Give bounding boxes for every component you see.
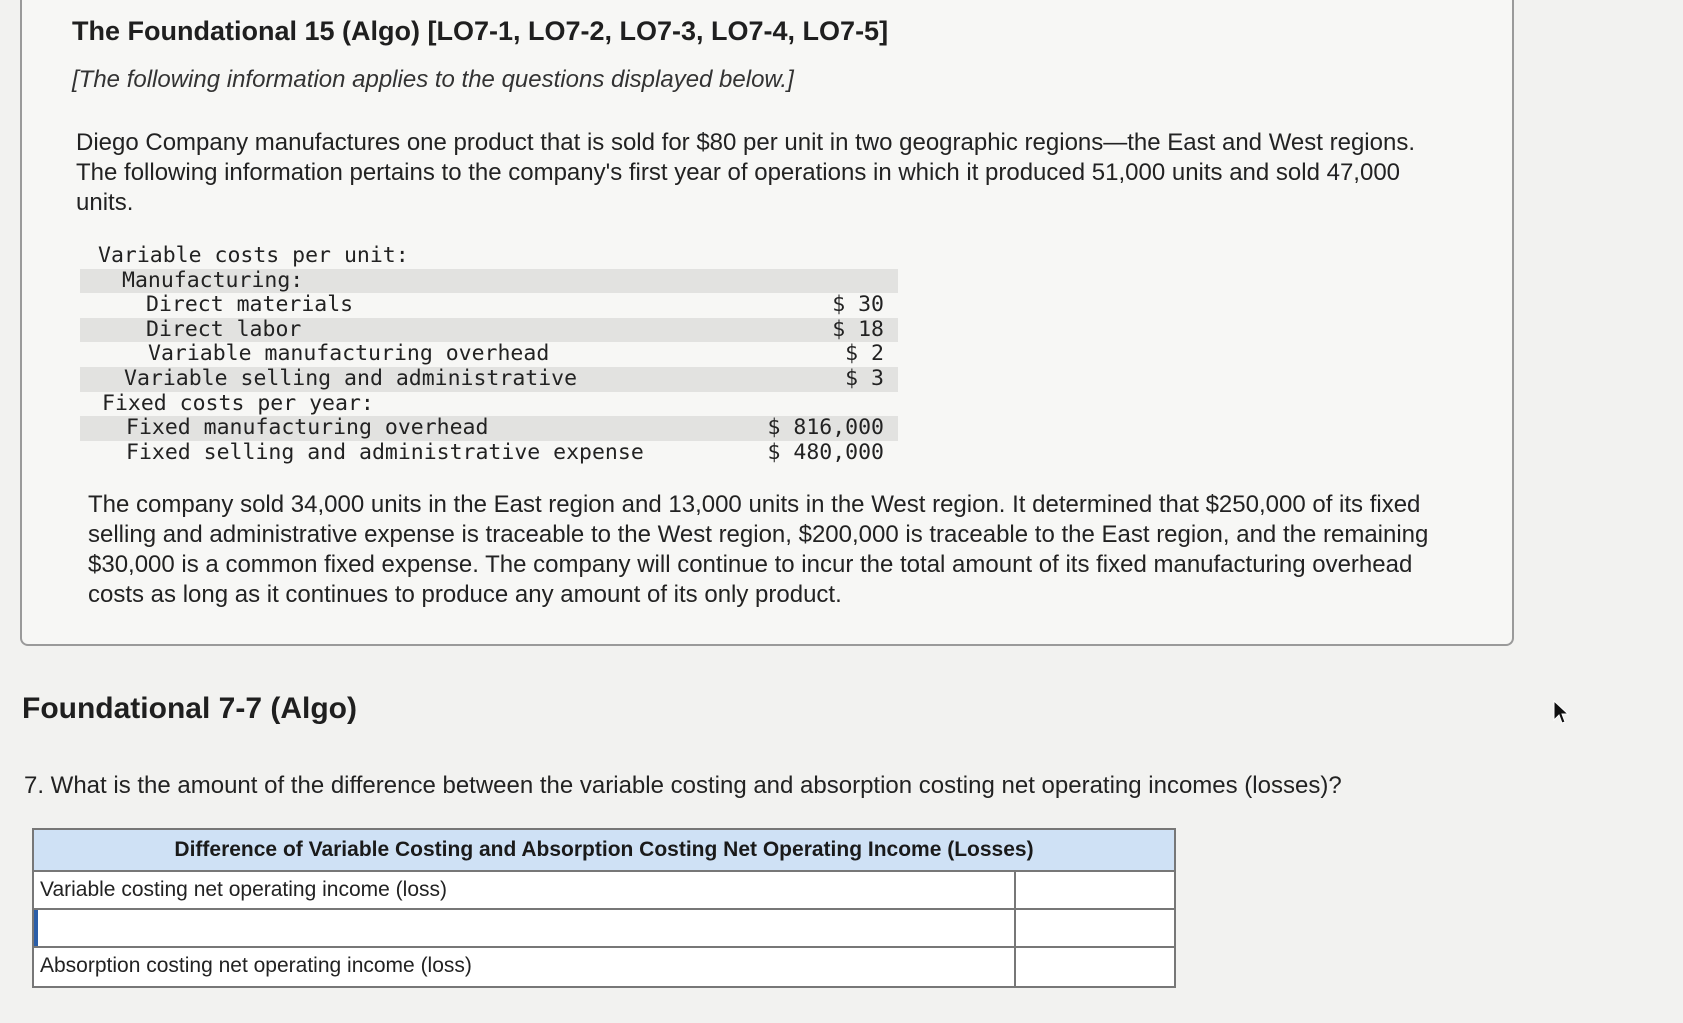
answer-row-difference — [34, 910, 1174, 948]
page-title: The Foundational 15 (Algo) [LO7-1, LO7-2, LO7-3, LO7-4, LO7-5] — [72, 16, 889, 46]
cost-row-fixed-overhead — [80, 416, 898, 441]
cost-row-fixed-sga — [80, 441, 898, 466]
question-text: 7. What is the amount of the difference between the variable costing and absorption costing net operating incomes (losses)? — [24, 772, 1342, 799]
scenario-paragraph: The company sold 34,000 units in the East region and 13,000 units in the West region. It determined that $250,000 of its fixed selling and administrative expense is traceable to the West region, $200,000 is traceable to the East region, and the remaining $30,000 is a common fixed expense. The company will continue to incur the total amount of its fixed manufacturing overhead costs as long as it continues to produce any amount of its only product. — [88, 491, 1429, 608]
absorption-costing-label: Absorption costing net operating income (loss) — [40, 954, 472, 977]
direct-materials-value: $ 30 — [832, 292, 884, 318]
manufacturing-heading: Manufacturing: — [122, 267, 304, 293]
variable-costs-heading: Variable costs per unit: — [98, 243, 409, 268]
question-heading: Foundational 7-7 (Algo) — [22, 692, 357, 725]
cost-row-direct-materials — [80, 293, 898, 318]
variable-overhead-value: $ 2 — [845, 341, 884, 367]
variable-overhead-label: Variable manufacturing overhead — [148, 341, 550, 367]
intro-paragraph: Diego Company manufactures one product that is sold for $80 per unit in two geographic regions—the East and West regions. The following information pertains to the company's first year of operations in which it produced 51,000 units and sold 47,000 units. — [76, 129, 1415, 216]
direct-materials-label: Direct materials — [146, 292, 354, 318]
answer-row-variable — [34, 872, 1174, 910]
variable-sga-label: Variable selling and administrative — [124, 365, 578, 391]
cost-table — [80, 244, 898, 465]
fixed-overhead-value: $ 816,000 — [767, 415, 884, 441]
cost-row-variable-overhead — [80, 342, 898, 367]
difference-amount-input[interactable] — [1014, 910, 1174, 946]
absorption-costing-amount-input[interactable] — [1014, 948, 1174, 986]
answer-table — [32, 828, 1176, 988]
cost-row-manufacturing-heading — [80, 269, 898, 294]
mouse-pointer-icon — [1552, 700, 1570, 726]
fixed-sga-label: Fixed selling and administrative expense — [126, 439, 644, 465]
cost-row-variable-heading — [80, 244, 898, 269]
answer-row-absorption — [34, 948, 1174, 986]
info-subtitle: [The following information applies to the questions displayed below.] — [72, 66, 794, 93]
fixed-costs-heading: Fixed costs per year: — [102, 390, 374, 416]
cost-row-direct-labor — [80, 318, 898, 343]
direct-labor-value: $ 18 — [832, 316, 884, 342]
fixed-overhead-label: Fixed manufacturing overhead — [126, 415, 489, 441]
answer-table-header: Difference of Variable Costing and Absorption Costing Net Operating Income (Losses) — [34, 830, 1174, 872]
cost-row-fixed-heading — [80, 392, 898, 417]
direct-labor-label: Direct labor — [146, 316, 302, 342]
variable-sga-value: $ 3 — [845, 365, 884, 391]
cost-row-variable-sga — [80, 367, 898, 392]
difference-label-input[interactable] — [34, 910, 1002, 946]
variable-costing-label: Variable costing net operating income (loss) — [40, 878, 447, 901]
variable-costing-amount-input[interactable] — [1014, 872, 1174, 908]
fixed-sga-value: $ 480,000 — [767, 439, 884, 465]
